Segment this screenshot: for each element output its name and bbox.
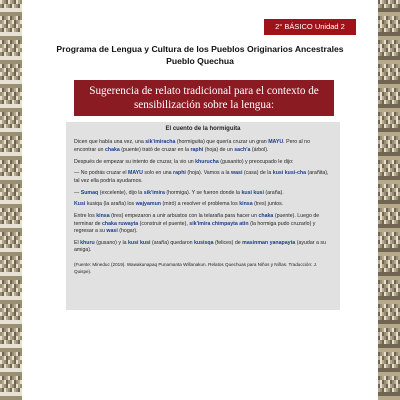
quechua-word: wasi bbox=[231, 170, 243, 177]
story-paragraph bbox=[74, 201, 332, 208]
quechua-word: MAYU bbox=[127, 170, 143, 177]
story-paragraph bbox=[74, 240, 332, 255]
quechua-word: raphi bbox=[190, 146, 204, 153]
story-text: (excelente), dijo la bbox=[98, 189, 144, 196]
quechua-word: masinman yanapayta bbox=[242, 239, 296, 246]
story-text: — No podrás cruzar el bbox=[74, 170, 128, 177]
quechua-word: sik'imira bbox=[143, 189, 165, 196]
story-text: (gusanito) y preocupado le dijo: bbox=[218, 158, 294, 165]
quechua-word: kinsa bbox=[96, 213, 110, 220]
story-text: Dicen que había una vez, una bbox=[74, 139, 146, 146]
right-decorative-border bbox=[378, 0, 400, 400]
woven-pattern-icon bbox=[378, 0, 400, 400]
quechua-word: kusisqa bbox=[194, 239, 214, 246]
story-paragraph bbox=[74, 170, 332, 185]
quechua-word: raphi bbox=[173, 170, 186, 177]
program-subtitle: Pueblo Quechua bbox=[166, 56, 234, 66]
story-text: (construir el puente), bbox=[138, 220, 190, 227]
story-text: . Pero al no encontrar un bbox=[74, 139, 311, 153]
story-text: (tres) juntos. bbox=[252, 201, 284, 208]
quechua-word: kusi kusi bbox=[128, 239, 151, 246]
left-decorative-border bbox=[0, 0, 22, 400]
story-text: (hormiga). Y se fueron donde la bbox=[164, 189, 242, 196]
story-text: (árbol). bbox=[250, 146, 269, 153]
story-text: El bbox=[74, 239, 81, 246]
story-text: Entre los bbox=[74, 213, 97, 220]
story-text: (puente). Luego de terminar de bbox=[74, 213, 320, 227]
story-paragraph bbox=[74, 213, 332, 235]
quechua-word: wasi bbox=[106, 228, 118, 235]
story-paragraphs bbox=[74, 139, 332, 254]
story-text: (araña). bbox=[263, 189, 284, 196]
story-text: (ayudar a su amiga). bbox=[74, 239, 326, 254]
story-text: (hogar). bbox=[117, 228, 138, 235]
story-text: (puente) trató de cruzar en la bbox=[119, 146, 191, 153]
story-text: kusiqa (la araña) los bbox=[85, 201, 136, 208]
quechua-word: wajyamun bbox=[135, 201, 161, 208]
story-text: (hormiguita) que quería cruzar un gran bbox=[175, 139, 269, 146]
quechua-word: sik'imiracha bbox=[145, 139, 176, 146]
story-paragraph bbox=[74, 190, 332, 197]
story-text: (miró) a resolver el problema los bbox=[160, 201, 240, 208]
program-title: Programa de Lengua y Cultura de los Pueblos Originarios Ancestrales bbox=[56, 44, 344, 54]
quechua-word: Sumaq bbox=[80, 189, 99, 196]
grade-unit-badge: 2° BÁSICO Unidad 2 bbox=[264, 19, 356, 35]
story-box bbox=[66, 122, 340, 310]
story-text: — bbox=[74, 189, 81, 196]
story-text: Después de empezar su intento de cruzar, la vio un bbox=[74, 158, 196, 165]
story-text: (tres) empezaron a unir arbustos con la telaraña para hacer un bbox=[109, 213, 259, 220]
quechua-word: chaka bbox=[258, 213, 274, 220]
story-paragraph bbox=[74, 139, 332, 154]
story-title: El cuento de la hormiguita bbox=[165, 126, 241, 132]
story-text: (arañita), tal vez ella podría ayudarnos. bbox=[74, 170, 329, 184]
quechua-word: khuru bbox=[80, 239, 95, 246]
banner-line-1: Sugerencia de relato tradicional para el contexto de bbox=[89, 85, 319, 97]
story-text: (la hormiga pudo cruzarlo) y regresar a su bbox=[74, 220, 316, 235]
quechua-word: MAYU bbox=[268, 139, 284, 146]
section-banner bbox=[74, 80, 334, 116]
quechua-word: sach'a bbox=[234, 146, 251, 153]
story-text: (hoja) de un bbox=[203, 146, 235, 153]
story-text: (araña) quedaron bbox=[150, 239, 194, 246]
quechua-word: khuruchа bbox=[195, 158, 219, 165]
quechua-word: Kusi bbox=[74, 201, 86, 208]
story-text: (felices) de bbox=[213, 239, 243, 246]
story-text: solo en una bbox=[142, 170, 174, 177]
quechua-word: kinsa bbox=[239, 201, 253, 208]
story-paragraph bbox=[74, 159, 332, 166]
story-text: (hoja). Vamos a la bbox=[185, 170, 232, 177]
story-text: (casa) de la bbox=[242, 170, 273, 177]
quechua-word: kusi kusi-cha bbox=[272, 170, 307, 177]
woven-pattern-icon bbox=[0, 0, 22, 400]
quechua-word: kusi kusi bbox=[241, 189, 264, 196]
story-source: (Fuente: Mineduc (2019). Wawakunapaq Punamanta Willanakun. Relatos Quechuas para Niños y Niñas. Traducción: J. Quispe). bbox=[74, 261, 318, 275]
quechua-word: chaka ruwayta bbox=[102, 220, 139, 227]
banner-line-2: sensibilización sobre la lengua: bbox=[133, 99, 275, 111]
quechua-word: chaka bbox=[104, 146, 120, 153]
story-text: (gusano) y la bbox=[94, 239, 129, 246]
quechua-word: sik'imira chimpayta atin bbox=[189, 220, 249, 227]
